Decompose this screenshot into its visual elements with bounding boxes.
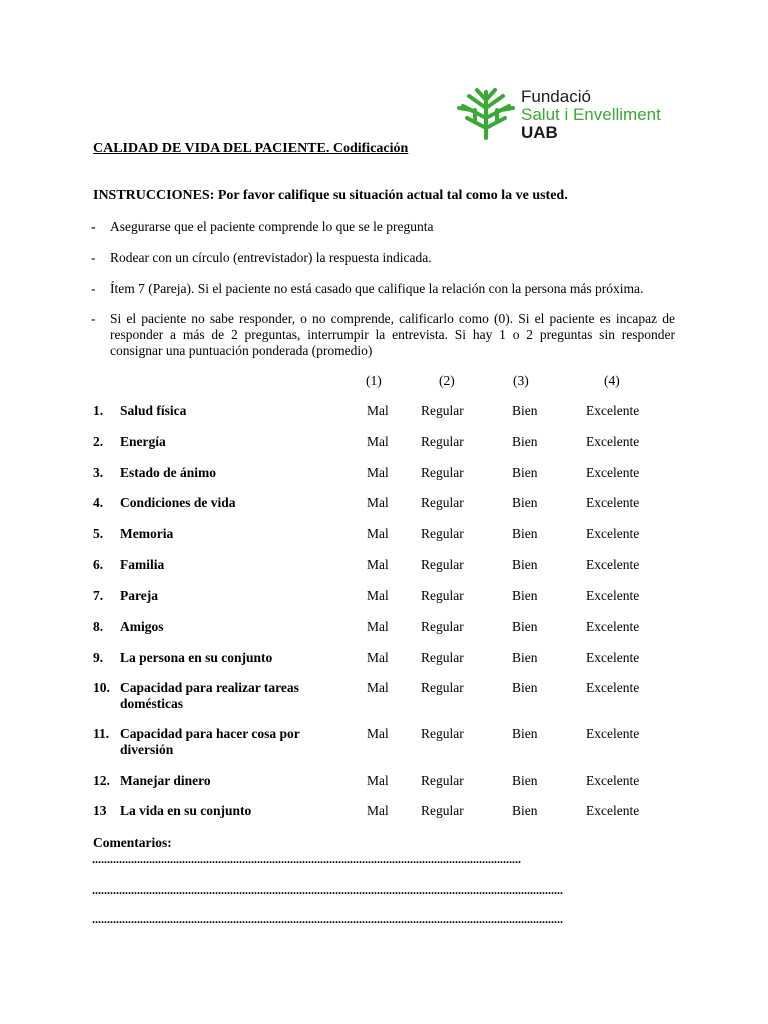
item-label: Amigos [120,619,164,634]
questionnaire-item-row [93,588,683,622]
option-regular[interactable]: Regular [421,726,464,741]
option-excelente[interactable]: Excelente [586,495,640,510]
option-bien[interactable]: Bien [512,773,538,788]
instruction-bullet [91,311,675,359]
option-mal[interactable]: Mal [367,465,389,480]
comment-line[interactable]: ............................................................................................................................................................. [92,883,563,897]
item-label: Condiciones de vida [120,495,236,510]
instructions-heading: INSTRUCCIONES: Por favor califique su situación actual tal como la ve usted. [93,188,568,203]
option-mal[interactable]: Mal [367,526,389,541]
option-excelente[interactable]: Excelente [586,803,640,818]
questionnaire-item-row [93,526,683,560]
item-label: Estado de ánimo [120,465,217,480]
option-excelente[interactable]: Excelente [586,650,640,665]
questionnaire-item-row [93,465,683,499]
questionnaire-item-row [93,495,683,529]
questionnaire-item-row [93,434,683,468]
option-regular[interactable]: Regular [421,465,464,480]
option-excelente[interactable]: Excelente [586,465,640,480]
item-number: 6. [93,557,104,572]
item-label: Memoria [120,526,174,541]
option-mal[interactable]: Mal [367,557,389,572]
instruction-bullet [91,250,675,266]
item-label: Capacidad para hacer cosa por diversión [120,726,300,757]
option-bien[interactable]: Bien [512,526,538,541]
item-label: Familia [120,557,165,572]
bullet-text: Si el paciente no sabe responder, o no comprende, calificarlo como (0). Si el paciente es incapaz de responder a más de 2 preguntas, interrumpir la entrevista. Si hay 1 o 2 preguntas sin responder consignar una puntuación ponderada (promedio) [110,311,675,358]
item-number: 1. [93,403,104,418]
option-bien[interactable]: Bien [512,726,538,741]
bullet-dash: - [91,250,96,265]
option-regular[interactable]: Regular [421,495,464,510]
option-bien[interactable]: Bien [512,588,538,603]
option-bien[interactable]: Bien [512,434,538,449]
tree-logo-icon [455,88,517,140]
bullet-dash: - [91,311,96,326]
comments-label: Comentarios: [93,835,172,850]
item-label: La vida en su conjunto [120,803,252,818]
item-label: Capacidad para realizar tareas domésticas [120,680,299,711]
option-excelente[interactable]: Excelente [586,526,640,541]
option-regular[interactable]: Regular [421,650,464,665]
comment-line[interactable]: ............................................................................................................................................... [92,852,521,866]
option-excelente[interactable]: Excelente [586,434,640,449]
option-mal[interactable]: Mal [367,403,389,418]
item-label: La persona en su conjunto [120,650,273,665]
option-bien[interactable]: Bien [512,495,538,510]
option-mal[interactable]: Mal [367,803,389,818]
bullet-text: Ítem 7 (Pareja). Si el paciente no está casado que califique la relación con la persona más próxima. [110,281,644,296]
questionnaire-item-row [93,650,683,684]
option-regular[interactable]: Regular [421,619,464,634]
option-excelente[interactable]: Excelente [586,680,640,695]
option-mal[interactable]: Mal [367,495,389,510]
questionnaire-item-row [93,726,683,760]
option-excelente[interactable]: Excelente [586,773,640,788]
comment-line[interactable]: ............................................................................................................................................................. [92,912,563,926]
option-mal[interactable]: Mal [367,650,389,665]
option-excelente[interactable]: Excelente [586,557,640,572]
option-regular[interactable]: Regular [421,680,464,695]
option-excelente[interactable]: Excelente [586,403,640,418]
document-title: CALIDAD DE VIDA DEL PACIENTE. Codificación [93,141,409,156]
option-excelente[interactable]: Excelente [586,619,640,634]
questionnaire-item-row [93,403,683,437]
option-regular[interactable]: Regular [421,526,464,541]
option-excelente[interactable]: Excelente [586,726,640,741]
option-bien[interactable]: Bien [512,465,538,480]
option-bien[interactable]: Bien [512,803,538,818]
item-number: 4. [93,495,104,510]
option-regular[interactable]: Regular [421,434,464,449]
item-number: 5. [93,526,104,541]
questionnaire-item-row [93,680,683,714]
option-bien[interactable]: Bien [512,680,538,695]
questionnaire-item-row [93,557,683,591]
scale-header-4: (4) [604,373,620,388]
questionnaire-item-row [93,619,683,653]
scale-header-2: (2) [439,373,455,388]
instruction-bullet [91,219,675,235]
option-regular[interactable]: Regular [421,403,464,418]
foundation-logo [455,88,685,144]
logo-text [521,88,661,142]
option-bien[interactable]: Bien [512,619,538,634]
bullet-text: Rodear con un círculo (entrevistador) la respuesta indicada. [110,250,432,265]
option-regular[interactable]: Regular [421,803,464,818]
item-number: 2. [93,434,104,449]
option-mal[interactable]: Mal [367,773,389,788]
option-regular[interactable]: Regular [421,557,464,572]
item-label: Pareja [120,588,158,603]
questionnaire-item-row [93,773,683,807]
item-number: 12. [93,773,110,788]
bullet-dash: - [91,219,96,234]
logo-line-3: UAB [521,123,558,142]
option-mal[interactable]: Mal [367,619,389,634]
option-excelente[interactable]: Excelente [586,588,640,603]
item-number: 8. [93,619,104,634]
logo-line-2: Salut i Envelliment [521,105,661,124]
item-number: 3. [93,465,104,480]
item-number: 9. [93,650,104,665]
option-mal[interactable]: Mal [367,588,389,603]
option-bien[interactable]: Bien [512,650,538,665]
item-label: Energía [120,434,166,449]
item-number: 11. [93,726,110,741]
questionnaire-item-row [93,803,683,837]
option-regular[interactable]: Regular [421,773,464,788]
item-number: 10. [93,680,110,695]
option-mal[interactable]: Mal [367,434,389,449]
option-mal[interactable]: Mal [367,680,389,695]
scale-header-1: (1) [366,373,382,388]
option-regular[interactable]: Regular [421,588,464,603]
item-number: 7. [93,588,104,603]
bullet-dash: - [91,281,96,296]
option-bien[interactable]: Bien [512,403,538,418]
logo-line-1: Fundació [521,87,591,106]
option-mal[interactable]: Mal [367,726,389,741]
item-number: 13 [93,803,107,818]
scale-header-3: (3) [513,373,529,388]
instruction-bullet [91,281,675,297]
item-label: Salud física [120,403,187,418]
option-bien[interactable]: Bien [512,557,538,572]
item-label: Manejar dinero [120,773,211,788]
bullet-text: Asegurarse que el paciente comprende lo que se le pregunta [110,219,434,234]
